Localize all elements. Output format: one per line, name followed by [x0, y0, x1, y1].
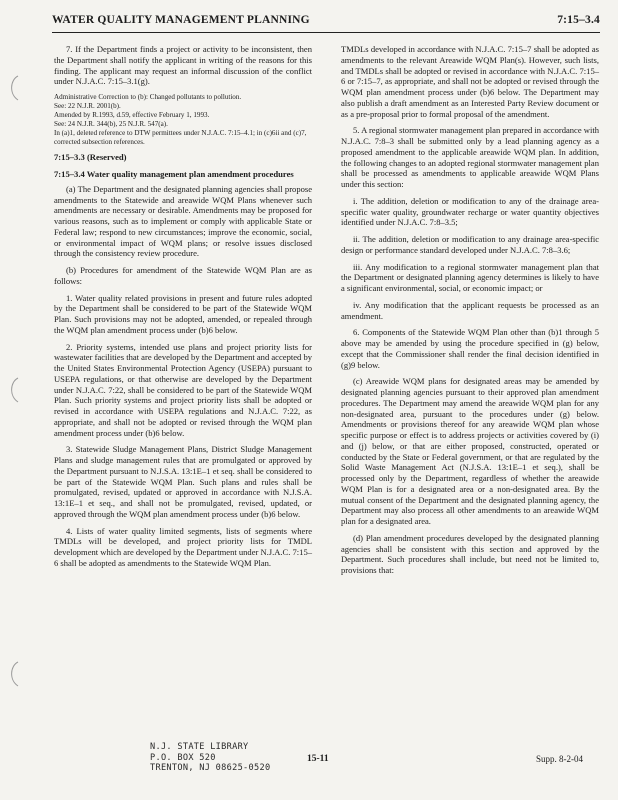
punch-hole-mark — [6, 376, 20, 404]
history-notes — [54, 93, 312, 146]
paragraph-b6: 6. Components of the Statewide WQM Plan other than (b)1 through 5 above may be amended by using the procedure specified in (g) below, except that the Commissioner shall render the final decision identified in (g)9 below. — [341, 327, 599, 370]
paragraph-b4-continued: TMDLs developed in accordance with N.J.A.C. 7:15–7 shall be adopted as amendments to the relevant Areawide WQM Plan(s). However, such lists, and TMDLs shall be adopted or revised in accordance with N.J.A.C. 7:15–6 or 7:15–7, as appropriate, and shall not be adopted or revised through the WQM plan amendment process under (b)6 below. The Department may also publish a draft amendment as an Interested Party Review document or as a pre-proposal prior to formal proposal of the amendment. — [341, 44, 599, 119]
paragraph-c7: 7. If the Department finds a project or activity to be inconsistent, then the Department shall notify the applicant in writing of the reasons for this finding. The applicant may request an informal discussion of the conflict under N.J.A.C. 7:15–3.1(g). — [54, 44, 312, 87]
history-note: See: 22 N.J.R. 2001(b). — [54, 101, 121, 110]
paragraph-b5-ii: ii. The addition, deletion or modification to any drainage area-specific design or performance standard developed under N.J.A.C. 7:8–3.6; — [341, 234, 599, 255]
header-section-code: 7:15–3.4 — [557, 14, 600, 26]
right-column — [341, 44, 599, 582]
paragraph-b1: 1. Water quality related provisions in present and future rules adopted by the Department shall be considered to be part of the Statewide WQM Plan. Such provisions may not be adopted, amended, or repealed through the WQM plan amendment process under (b)6 below. — [54, 292, 312, 335]
header-title: WATER QUALITY MANAGEMENT PLANNING — [52, 14, 310, 26]
paragraph-b: (b) Procedures for amendment of the Statewide WQM Plan are as follows: — [54, 265, 312, 286]
history-note: Amended by R.1993, d.59, effective February 1, 1993. — [54, 110, 210, 119]
punch-hole-mark — [6, 660, 20, 688]
history-note: See: 24 N.J.R. 344(b), 25 N.J.R. 547(a). — [54, 119, 168, 128]
stamp-line: TRENTON, NJ 08625-0520 — [150, 763, 271, 773]
running-header — [52, 10, 600, 33]
paragraph-d: (d) Plan amendment procedures developed by the designated planning agencies shall be consistent with this section and approved by the Department. Such procedures shall include, but need not be limited to, provisions that: — [341, 532, 599, 575]
stamp-line: N.J. STATE LIBRARY — [150, 742, 249, 752]
history-note: Administrative Correction to (b): Changed pollutants to pollution. — [54, 93, 242, 101]
section-heading-3-4: 7:15–3.4 Water quality management plan amendment procedures — [54, 169, 294, 180]
supplement-date: Supp. 8-2-04 — [536, 754, 583, 764]
paragraph-a: (a) The Department and the designated planning agencies shall propose amendments to the Statewide and areawide WQM Plans whenever such amendments are necessary or desirable. Amendments may be proposed for various reasons, such as to implement or comply with applicable State or Federal law; respond to new circumstances; improve the economic, social, or environmental impact of WQM plans; or resolve issues disclosed through the consistency review procedure. — [54, 183, 312, 259]
paragraph-b4: 4. Lists of water quality limited segments, lists of segments where TMDLs will be developed, and project priority lists for TMDL development which are developed by the Department under N.J.A.C. 7:15–6 shall be adopted as amendments to the Statewide WQM Plan. — [54, 525, 312, 568]
left-column — [54, 44, 312, 575]
paragraph-b5-iv: iv. Any modification that the applicant requests be processed as an amendment. — [341, 299, 599, 321]
stamp-line: P.O. BOX 520 — [150, 752, 216, 763]
library-stamp — [150, 742, 270, 774]
history-note: In (a)1, deleted reference to DTW permittees under N.J.A.C. 7:15–4.1; in (c)6ii and (c)7, corrected subsection references. — [54, 128, 307, 146]
section-heading-3-3: 7:15–3.3 (Reserved) — [54, 152, 127, 163]
paragraph-b5: 5. A regional stormwater management plan prepared in accordance with N.J.A.C. 7:8–3 shall be submitted only by a lead planning agency as a proposed amendment to the applicable areawide WQM plan. In addition, the following changes to an adopted regional stormwater management plan shall be processed as amendments to applicable areawide WQM Plans under this section: — [341, 125, 599, 189]
paragraph-c: (c) Areawide WQM plans for designated areas may be amended by designated planning agencies pursuant to their approved plan amendment procedures. The Department may amend the areawide WQM plan for any non-designated area, pursuant to the procedures under (g) below. Amendments or provisions thereof for any areawide WQM plan whose specific purpose or effect is to address projects or activities covered by (i) and (j) below, or that are either proposed, constructed, operated or conducted by the State or Federal government, or that are regulated by the Solid Waste Management Act (N.J.S.A. 13:1E–1 et seq.), shall be processed only by the Department, regardless of whether the areawide WQM Plan is for a designated area or a non-designated area. By the mutual consent of the Department and the designated planning agency, the Department may also process all other amendments to an areawide WQM plan for a designated area. — [341, 376, 599, 526]
paragraph-b5-i: i. The addition, deletion or modification to any of the drainage area-specific water quality, groundwater recharge or water quantity objectives identified under N.J.A.C. 7:8–3.5; — [341, 195, 599, 228]
paragraph-b3: 3. Statewide Sludge Management Plans, District Sludge Management Plans and sludge management rules that are promulgated or approved by the Department pursuant to N.J.S.A. 13:1E–1 et seq. shall be considered to be part of the Statewide WQM Plan. Such plans and rules shall be promulgated, revised, updated or approved in accordance with N.J.S.A. 13:1E–1 et seq., and shall not be promulgated, revised, updated, or approved through the WQM plan amendment process under (b)6 below. — [54, 444, 312, 519]
paragraph-b2: 2. Priority systems, intended use plans and project priority lists for wastewater facilities that are developed by the Department and accepted by the United States Environmental Protection Agency (USEPA) pursuant to USEPA regulations, or that otherwise are developed by the Department under N.J.A.C. 7:22, shall be considered to be part of the Statewide WQM Plan. Such priority systems and project priority lists shall be adopted or revised in accordance with USEPA regulations and N.J.A.C. 7:22, as appropriate, and shall not be adopted or revised through the WQM plan amendment process under (b)6 below. — [54, 341, 312, 438]
paragraph-b5-iii: iii. Any modification to a regional stormwater management plan that the Department or designated planning agency determines is likely to have a significant environmental, social, or economic impact; or — [341, 261, 599, 293]
punch-hole-mark — [6, 74, 20, 102]
page-number: 15-11 — [307, 754, 329, 764]
